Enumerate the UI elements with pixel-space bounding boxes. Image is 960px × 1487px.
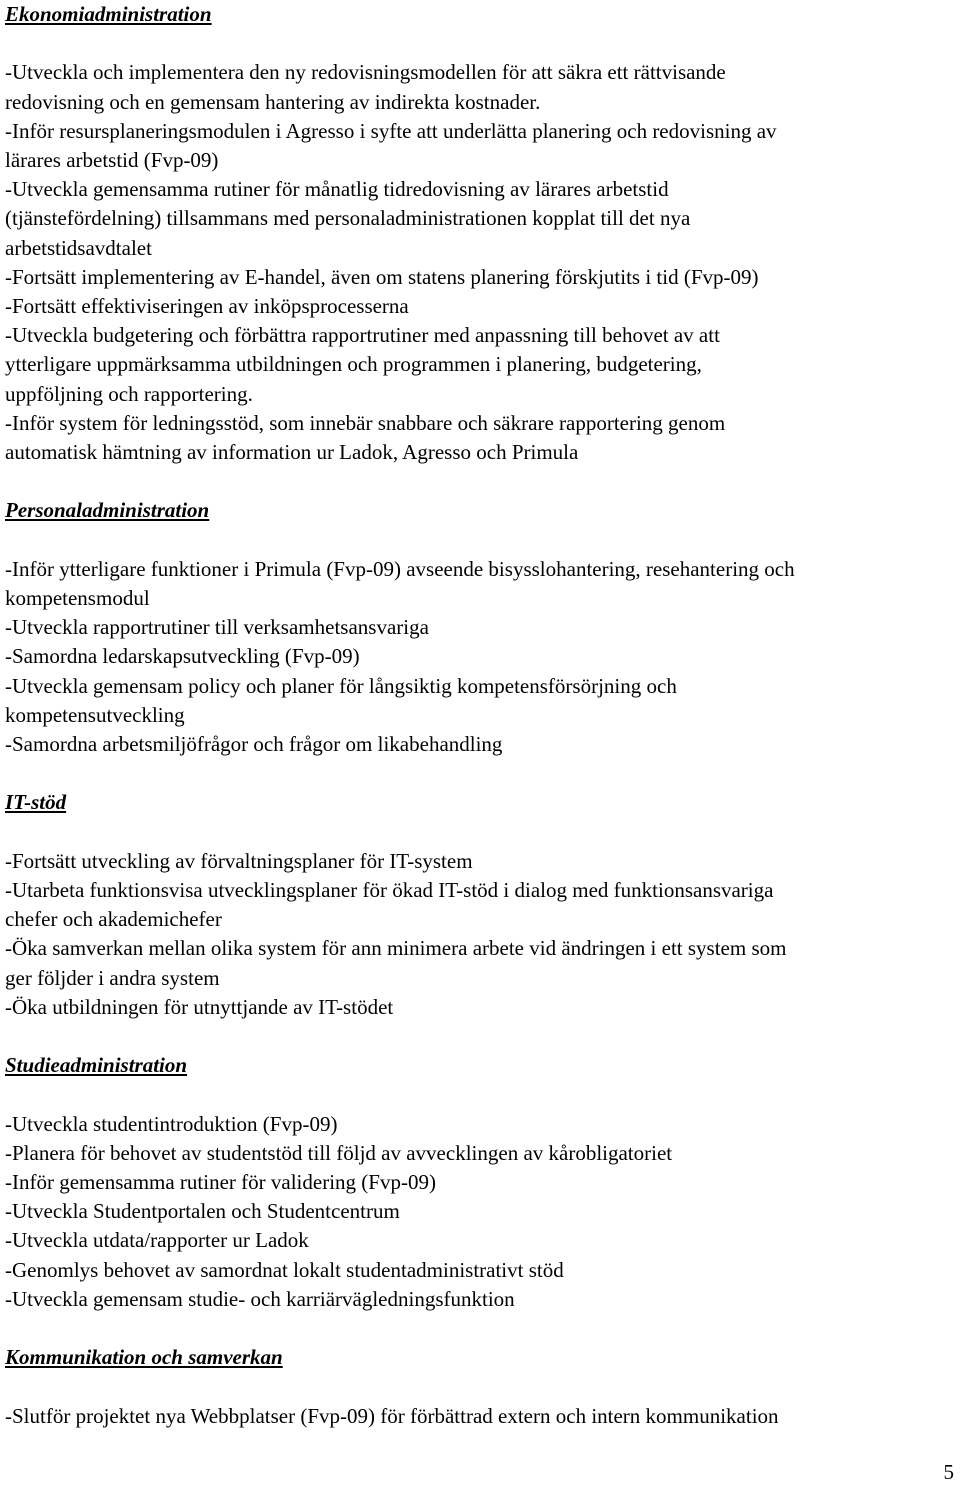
spacer bbox=[5, 526, 957, 555]
text-line: -Inför gemensamma rutiner för validering (Fvp-09) bbox=[5, 1170, 436, 1195]
section-ekonomiadministration bbox=[5, 0, 957, 467]
text-line: -Utveckla gemensamma rutiner för månatlig tidredovisning av lärares arbetstid bbox=[5, 177, 669, 202]
spacer bbox=[5, 1372, 957, 1401]
text-line: -Fortsätt utveckling av förvaltningsplaner för IT-system bbox=[5, 848, 473, 873]
section-heading: Personaladministration bbox=[5, 498, 210, 523]
section-personaladministration bbox=[5, 496, 957, 759]
text-line: -Inför ytterligare funktioner i Primula (Fvp-09) avseende bisysslohantering, resehantering och bbox=[5, 556, 795, 581]
text-line: (tjänstefördelning) tillsammans med personaladministrationen kopplat till det nya bbox=[5, 206, 691, 231]
spacer bbox=[5, 1080, 957, 1109]
document-page bbox=[5, 0, 957, 1431]
text-line: -Öka samverkan mellan olika system för ann minimera arbete vid ändringen i ett system som bbox=[5, 936, 787, 961]
spacer bbox=[5, 467, 957, 496]
spacer bbox=[5, 1314, 957, 1343]
text-line: -Samordna arbetsmiljöfrågor och frågor om likabehandling bbox=[5, 732, 503, 757]
text-line: -Utveckla budgetering och förbättra rapportrutiner med anpassning till behovet av att bbox=[5, 323, 720, 348]
text-line: -Utveckla och implementera den ny redovisningsmodellen för att säkra ett rättvisande bbox=[5, 60, 726, 85]
section-lines bbox=[5, 1110, 957, 1314]
text-line: -Fortsätt effektiviseringen av inköpsprocesserna bbox=[5, 294, 409, 319]
text-line: ger följder i andra system bbox=[5, 965, 220, 990]
spacer bbox=[5, 759, 957, 788]
text-line: ytterligare uppmärksamma utbildningen och programmen i planering, budgetering, bbox=[5, 352, 702, 377]
text-line: -Genomlys behovet av samordnat lokalt studentadministrativt stöd bbox=[5, 1257, 564, 1282]
text-line: lärares arbetstid (Fvp-09) bbox=[5, 148, 219, 172]
text-line: -Utveckla utdata/rapporter ur Ladok bbox=[5, 1228, 309, 1253]
spacer bbox=[5, 1022, 957, 1051]
text-line: arbetstidsavdtalet bbox=[5, 235, 152, 260]
text-line: -Samordna ledarskapsutveckling (Fvp-09) bbox=[5, 644, 360, 669]
text-line: -Inför resursplaneringsmodulen i Agresso i syfte att underlätta planering och redovisning av bbox=[5, 118, 777, 143]
spacer bbox=[5, 818, 957, 847]
section-heading: Kommunikation och samverkan bbox=[5, 1345, 283, 1370]
text-line: -Utveckla Studentportalen och Studentcentrum bbox=[5, 1199, 400, 1224]
section-heading: Ekonomiadministration bbox=[5, 2, 212, 26]
section-heading: Studieadministration bbox=[5, 1053, 188, 1078]
text-line: -Öka utbildningen för utnyttjande av IT-stödet bbox=[5, 994, 394, 1019]
text-line: -Utveckla studentintroduktion (Fvp-09) bbox=[5, 1111, 338, 1136]
text-line: kompetensutveckling bbox=[5, 702, 185, 727]
text-line: kompetensmodul bbox=[5, 586, 150, 611]
text-line: -Inför system för ledningsstöd, som innebär snabbare och säkrare rapportering genom bbox=[5, 410, 726, 435]
section-it-stod bbox=[5, 788, 957, 1022]
text-line: chefer och akademichefer bbox=[5, 907, 222, 932]
text-line: -Fortsätt implementering av E-handel, även om statens planering förskjutits i tid (Fvp-09) bbox=[5, 264, 759, 289]
text-line: automatisk hämtning av information ur Ladok, Agresso och Primula bbox=[5, 440, 579, 465]
section-lines bbox=[5, 58, 957, 467]
text-line: -Utarbeta funktionsvisa utvecklingsplaner för ökad IT-stöd i dialog med funktionsansvariga bbox=[5, 878, 774, 903]
text-line: -Planera för behovet av studentstöd till följd av avvecklingen av kårobligatoriet bbox=[5, 1140, 673, 1165]
section-lines bbox=[5, 555, 957, 759]
text-line: -Utveckla gemensam studie- och karriärvägledningsfunktion bbox=[5, 1286, 515, 1311]
text-line: redovisning och en gemensam hantering av indirekta kostnader. bbox=[5, 89, 541, 114]
text-line: -Utveckla rapportrutiner till verksamhetsansvariga bbox=[5, 615, 429, 640]
section-kommunikation-och-samverkan bbox=[5, 1343, 957, 1431]
spacer bbox=[5, 29, 957, 58]
section-heading: IT-stöd bbox=[5, 790, 67, 815]
page-number: 5 bbox=[943, 1460, 954, 1484]
section-studieadministration bbox=[5, 1051, 957, 1314]
text-line: -Slutför projektet nya Webbplatser (Fvp-09) för förbättrad extern och intern kommunikation bbox=[5, 1403, 779, 1428]
section-lines bbox=[5, 847, 957, 1022]
text-line: -Utveckla gemensam policy och planer för långsiktig kompetensförsörjning och bbox=[5, 673, 677, 698]
section-lines bbox=[5, 1402, 957, 1431]
text-line: uppföljning och rapportering. bbox=[5, 381, 253, 406]
